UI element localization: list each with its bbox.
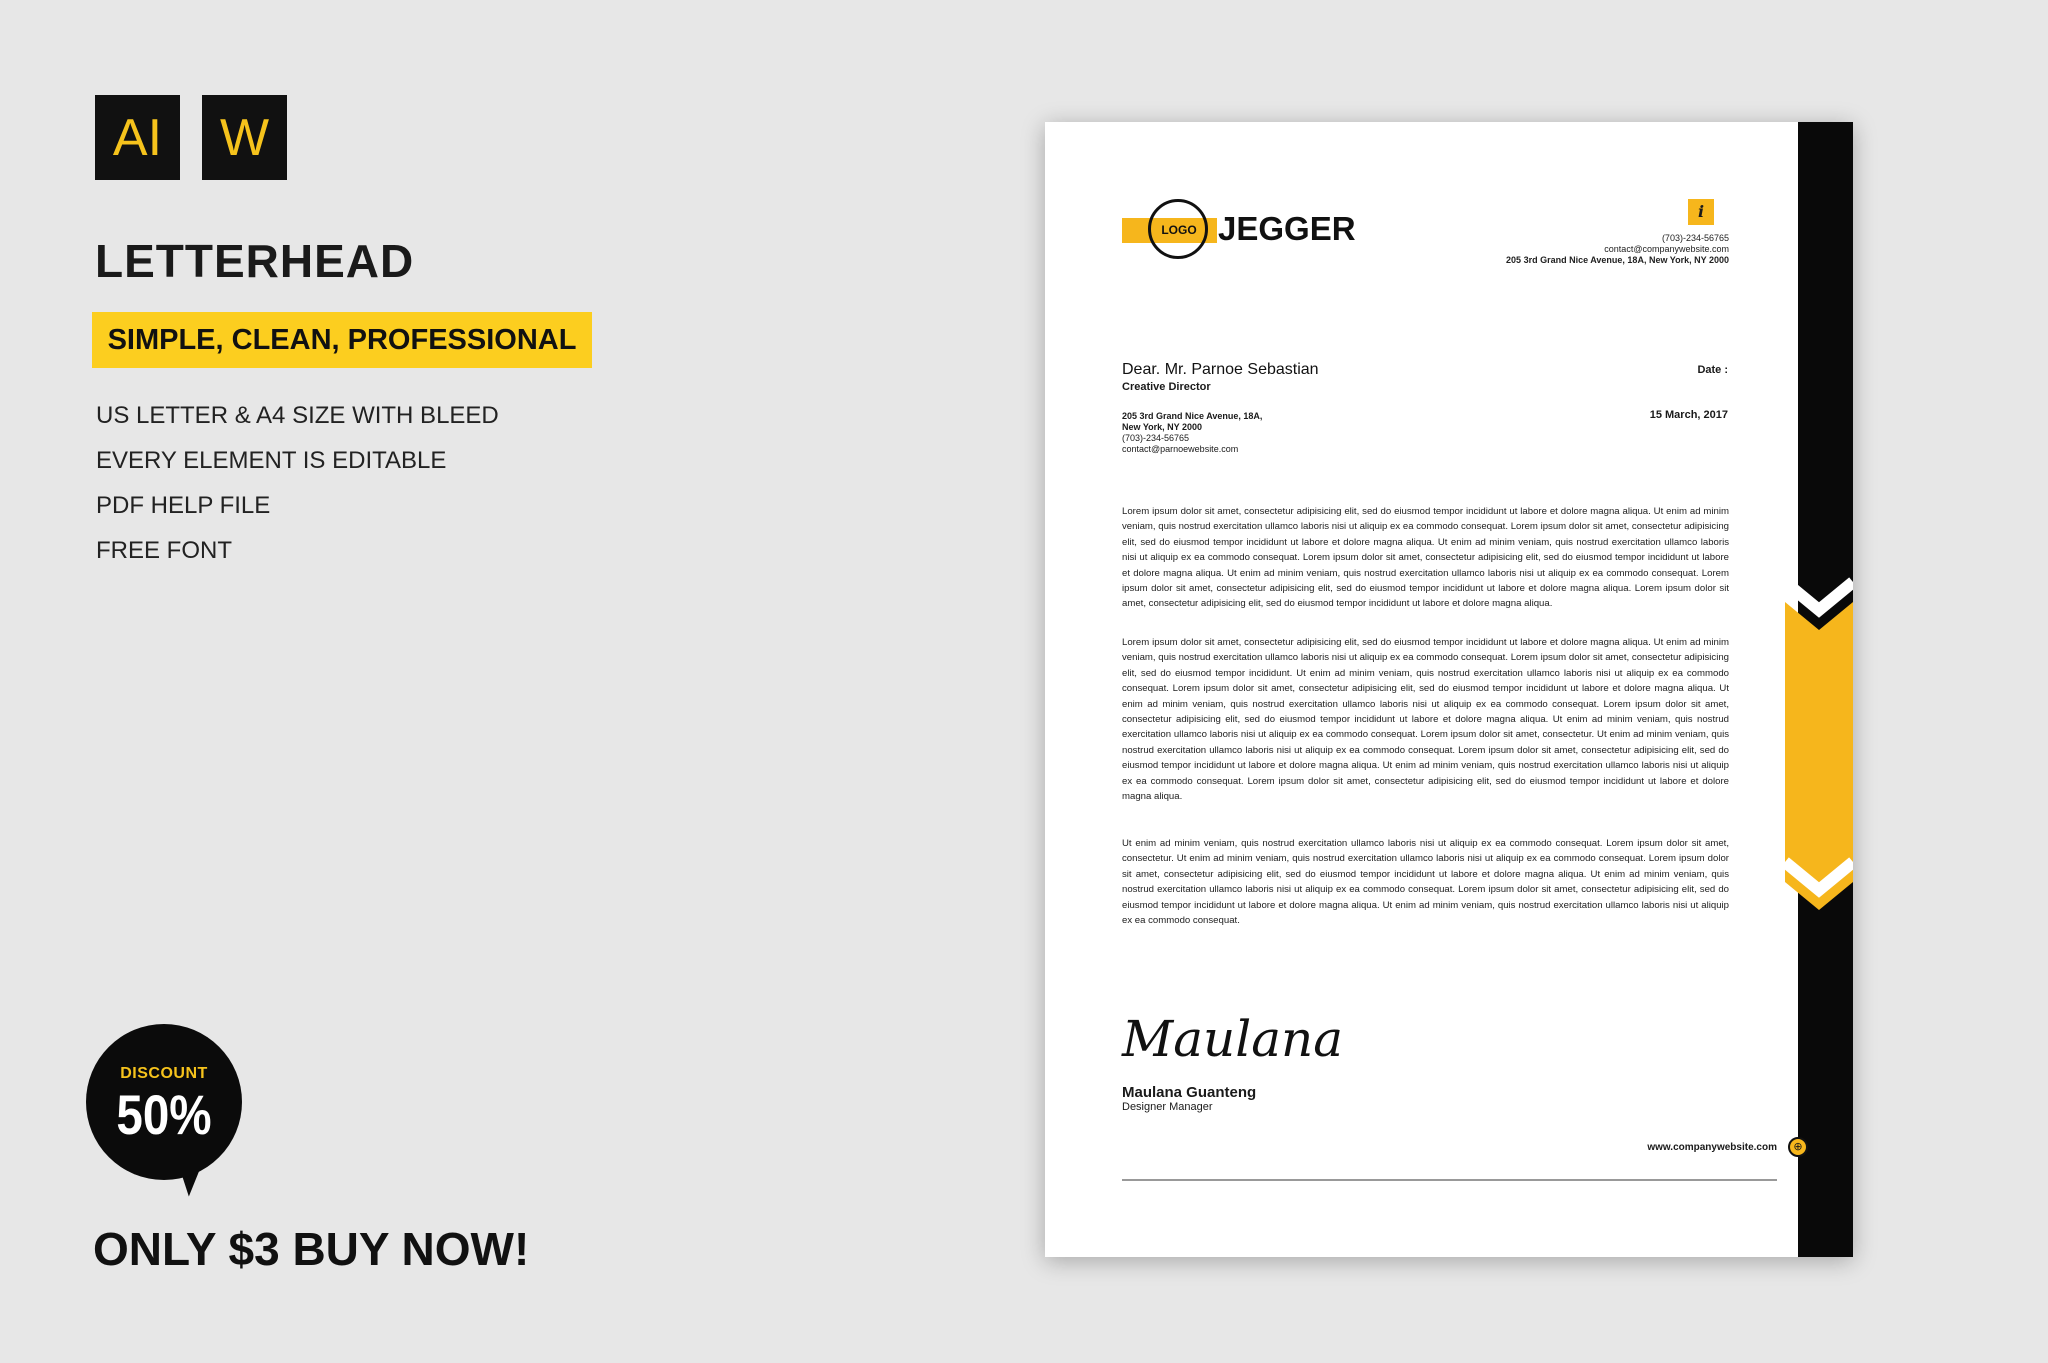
date-label: Date : bbox=[1697, 364, 1728, 376]
feature-item: FREE FONT bbox=[96, 537, 232, 564]
body-paragraph: Lorem ipsum dolor sit amet, consectetur adipisicing elit, sed do eiusmod tempor incididunt ut labore et dolore magna aliqua. Ut enim ad minim veniam, quis nostrud exercitation ullamco laboris nisi ut aliquip ex ea commodo consequat. Lorem ipsum dolor sit amet, consectetur adipisicing elit, sed do eiusmod tempor incididunt ut labore et dolore magna aliqua. Ut enim ad minim veniam, quis nostrud exercitation ullamco laboris nisi ut aliquip ex ea commodo consequat. Lorem ipsum dolor sit amet, consectetur adipisicing elit, sed do eiusmod tempor incididunt ut labore et dolore magna aliqua. Ut enim ad minim veniam, quis nostrud exercitation ullamco laboris nisi ut aliquip ex ea commodo consequat. Lorem ipsum dolor sit amet, consectetur adipisicing elit, sed do eiusmod tempor incididunt ut labore et dolore magna aliqua. Lorem ipsum dolor sit amet, consectetur adipisicing elit, sed do eiusmod tempor incididunt ut labore et dolore magna aliqua. bbox=[1122, 506, 1729, 610]
company-email: contact@companywebsite.com bbox=[1604, 244, 1729, 254]
globe-icon: ⊕ bbox=[1788, 1137, 1808, 1157]
info-icon: i bbox=[1688, 199, 1714, 225]
word-badge bbox=[202, 95, 287, 180]
recipient-email: contact@parnoewebsite.com bbox=[1122, 444, 1239, 454]
recipient-name: Dear. Mr. Parnoe Sebastian bbox=[1122, 361, 1319, 378]
date-value: 15 March, 2017 bbox=[1649, 409, 1728, 421]
tagline-banner bbox=[92, 312, 592, 368]
brand-name: JEGGER bbox=[1218, 210, 1356, 247]
feature-item: EVERY ELEMENT IS EDITABLE bbox=[96, 447, 447, 474]
tagline-text: SIMPLE, CLEAN, PROFESSIONAL bbox=[107, 323, 577, 356]
company-address: 205 3rd Grand Nice Avenue, 18A, New York, NY 2000 bbox=[1506, 255, 1729, 265]
recipient-role: Creative Director bbox=[1122, 381, 1211, 393]
signer-name: Maulana Guanteng bbox=[1122, 1084, 1257, 1101]
company-contact bbox=[1506, 233, 1729, 266]
feature-list bbox=[96, 393, 499, 573]
footer-divider bbox=[1122, 1179, 1777, 1181]
recipient-address bbox=[1122, 411, 1262, 455]
company-phone: (703)-234-56765 bbox=[1661, 233, 1729, 243]
body-paragraph: Lorem ipsum dolor sit amet, consectetur adipisicing elit, sed do eiusmod tempor incididunt ut labore et dolore magna aliqua. Ut enim ad minim veniam, quis nostrud exercitation ullamco laboris nisi ut aliquip ex ea commodo consequat. Lorem ipsum dolor sit amet, consectetur adipisicing elit, sed do eiusmod tempor incididunt. Ut enim ad minim veniam, quis nostrud exercitation ullamco laboris nisi ut aliquip ex ea commodo consequat. Lorem ipsum dolor sit amet, consectetur adipisicing elit, sed do eiusmod tempor incididunt ut labore et dolore magna aliqua. Ut enim ad minim veniam, quis nostrud exercitation ullamco laboris nisi ut aliquip ex ea commodo consequat. Lorem ipsum dolor sit amet, consectetur adipisicing elit, sed do eiusmod tempor incididunt ut labore et dolore magna aliqua. Ut enim ad minim veniam, quis nostrud exercitation ullamco laboris nisi ut aliquip ex ea commodo consequat. Lorem ipsum dolor sit amet, consectetur. Ut enim ad minim veniam, quis nostrud exercitation ullamco laboris nisi ut aliquip ex ea commodo consequat. Lorem ipsum dolor sit amet, consectetur adipisicing elit, sed do eiusmod tempor incididunt ut labore et dolore magna aliqua. Ut enim ad minim veniam, quis nostrud exercitation ullamco laboris nisi ut aliquip ex ea commodo consequat. Lorem ipsum dolor sit amet, consectetur adipisicing elit, sed do eiusmod tempor incididunt ut labore et dolore magna aliqua. bbox=[1122, 637, 1729, 803]
arrow-chevron-top-stroke bbox=[1785, 582, 1853, 610]
signature: Maulana bbox=[1122, 1010, 1344, 1068]
letterhead-page bbox=[1045, 122, 1853, 1257]
arrow-chevron-icon bbox=[1785, 462, 1853, 1062]
illustrator-badge-label: AI bbox=[112, 108, 163, 167]
product-title: LETTERHEAD bbox=[95, 235, 415, 287]
buy-now-text: ONLY $3 BUY NOW! bbox=[93, 1223, 530, 1275]
logo-text: LOGO bbox=[1161, 223, 1197, 237]
discount-label: DISCOUNT bbox=[120, 1065, 208, 1082]
recipient-address-line: 205 3rd Grand Nice Avenue, 18A, bbox=[1122, 411, 1263, 421]
body-paragraph: Ut enim ad minim veniam, quis nostrud exercitation ullamco laboris nisi ut aliquip ex ea commodo consequat. Lorem ipsum dolor sit amet, consectetur. Ut enim ad minim veniam, quis nostrud exercitation ullamco laboris nisi ut aliquip ex ea commodo consequat. Lorem ipsum dolor sit amet, consectetur adipisicing elit, sed do eiusmod tempor incididunt ut labore et dolore magna aliqua. Ut enim ad minim veniam, quis nostrud exercitation ullamco laboris nisi ut aliquip ex ea commodo consequat. Lorem ipsum dolor sit amet, consectetur adipisicing elit, sed do eiusmod tempor incididunt ut labore et dolore magna aliqua. Ut enim ad minim veniam, quis nostrud exercitation ullamco laboris nisi ut aliquip ex ea commodo consequat. bbox=[1122, 838, 1729, 927]
recipient-address-line: New York, NY 2000 bbox=[1122, 422, 1203, 432]
word-badge-label: W bbox=[219, 108, 270, 167]
website-url: www.companywebsite.com bbox=[1647, 1142, 1777, 1153]
feature-item: PDF HELP FILE bbox=[96, 492, 271, 519]
recipient-phone: (703)-234-56765 bbox=[1122, 433, 1190, 443]
illustrator-badge bbox=[95, 95, 180, 180]
signer-role: Designer Manager bbox=[1122, 1101, 1213, 1113]
feature-item: US LETTER & A4 SIZE WITH BLEED bbox=[96, 402, 499, 429]
discount-value: 50% bbox=[116, 1083, 212, 1146]
